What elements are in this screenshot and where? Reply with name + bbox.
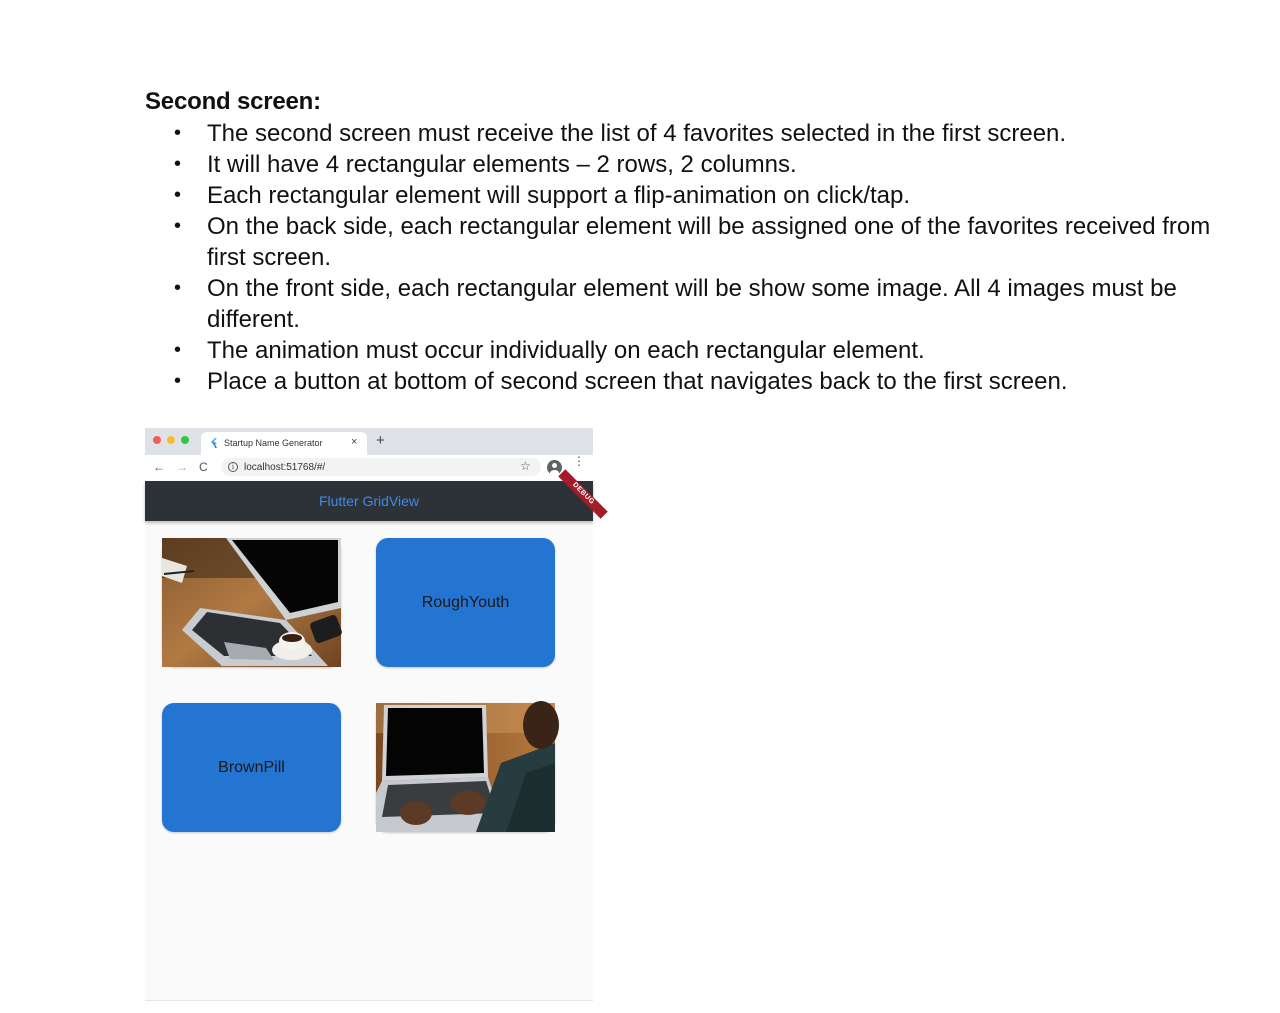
profile-avatar-icon[interactable] <box>547 460 562 475</box>
document-heading: Second screen: <box>145 88 321 115</box>
app-bar <box>145 481 596 521</box>
requirement-item: • The animation must occur individually on each rectangular element. <box>170 335 1230 366</box>
reload-icon[interactable]: C <box>199 460 208 474</box>
new-tab-icon[interactable]: + <box>376 432 385 449</box>
requirements-list <box>170 118 1230 397</box>
requirement-item: • On the back side, each rectangular element will be assigned one of the favorites received from first screen. <box>170 211 1230 273</box>
window-maximize-dot[interactable] <box>181 436 189 444</box>
bookmark-star-icon[interactable]: ☆ <box>520 459 531 473</box>
back-arrow-icon[interactable]: ← <box>153 460 165 474</box>
tab-title: Startup Name Generator <box>224 438 323 448</box>
flip-card-brownpill[interactable] <box>162 703 341 832</box>
flutter-logo-icon <box>210 438 218 448</box>
favorite-label: BrownPill <box>218 758 285 776</box>
url-text[interactable]: localhost:51768/#/ <box>244 462 326 473</box>
requirement-item: • On the front side, each rectangular element will be show some image. All 4 images must be different. <box>170 273 1230 335</box>
address-bar[interactable] <box>221 458 541 476</box>
close-tab-icon[interactable]: × <box>351 436 358 448</box>
debug-banner: DEBUG <box>558 469 607 518</box>
forward-arrow-icon[interactable]: → <box>176 460 188 474</box>
requirement-item: • Place a button at bottom of second screen that navigates back to the first screen. <box>170 366 1230 397</box>
browser-tab[interactable] <box>201 432 367 455</box>
window-minimize-dot[interactable] <box>167 436 175 444</box>
browser-toolbar <box>145 455 593 482</box>
favorite-label: RoughYouth <box>421 593 510 611</box>
requirement-item: • Each rectangular element will support a flip-animation on click/tap. <box>170 180 1230 211</box>
flip-card-roughyouth[interactable] <box>376 538 555 667</box>
browser-window-screenshot <box>145 428 596 1001</box>
browser-menu-icon[interactable]: ⋮ <box>573 454 585 468</box>
laptop-with-coffee-image <box>162 538 341 667</box>
info-icon[interactable]: i <box>228 462 238 472</box>
requirement-item: • It will have 4 rectangular elements – 2 rows, 2 columns. <box>170 149 1230 180</box>
window-close-dot[interactable] <box>153 436 161 444</box>
card-grid <box>145 521 593 1000</box>
hands-typing-on-laptop-image <box>376 703 555 832</box>
tab-strip <box>145 428 593 455</box>
flip-card-typing-laptop[interactable] <box>376 703 555 832</box>
requirement-item: • The second screen must receive the list of 4 favorites selected in the first screen. <box>170 118 1230 149</box>
flip-card-laptop-coffee[interactable] <box>162 538 341 667</box>
app-bar-title: Flutter GridView <box>318 493 420 509</box>
